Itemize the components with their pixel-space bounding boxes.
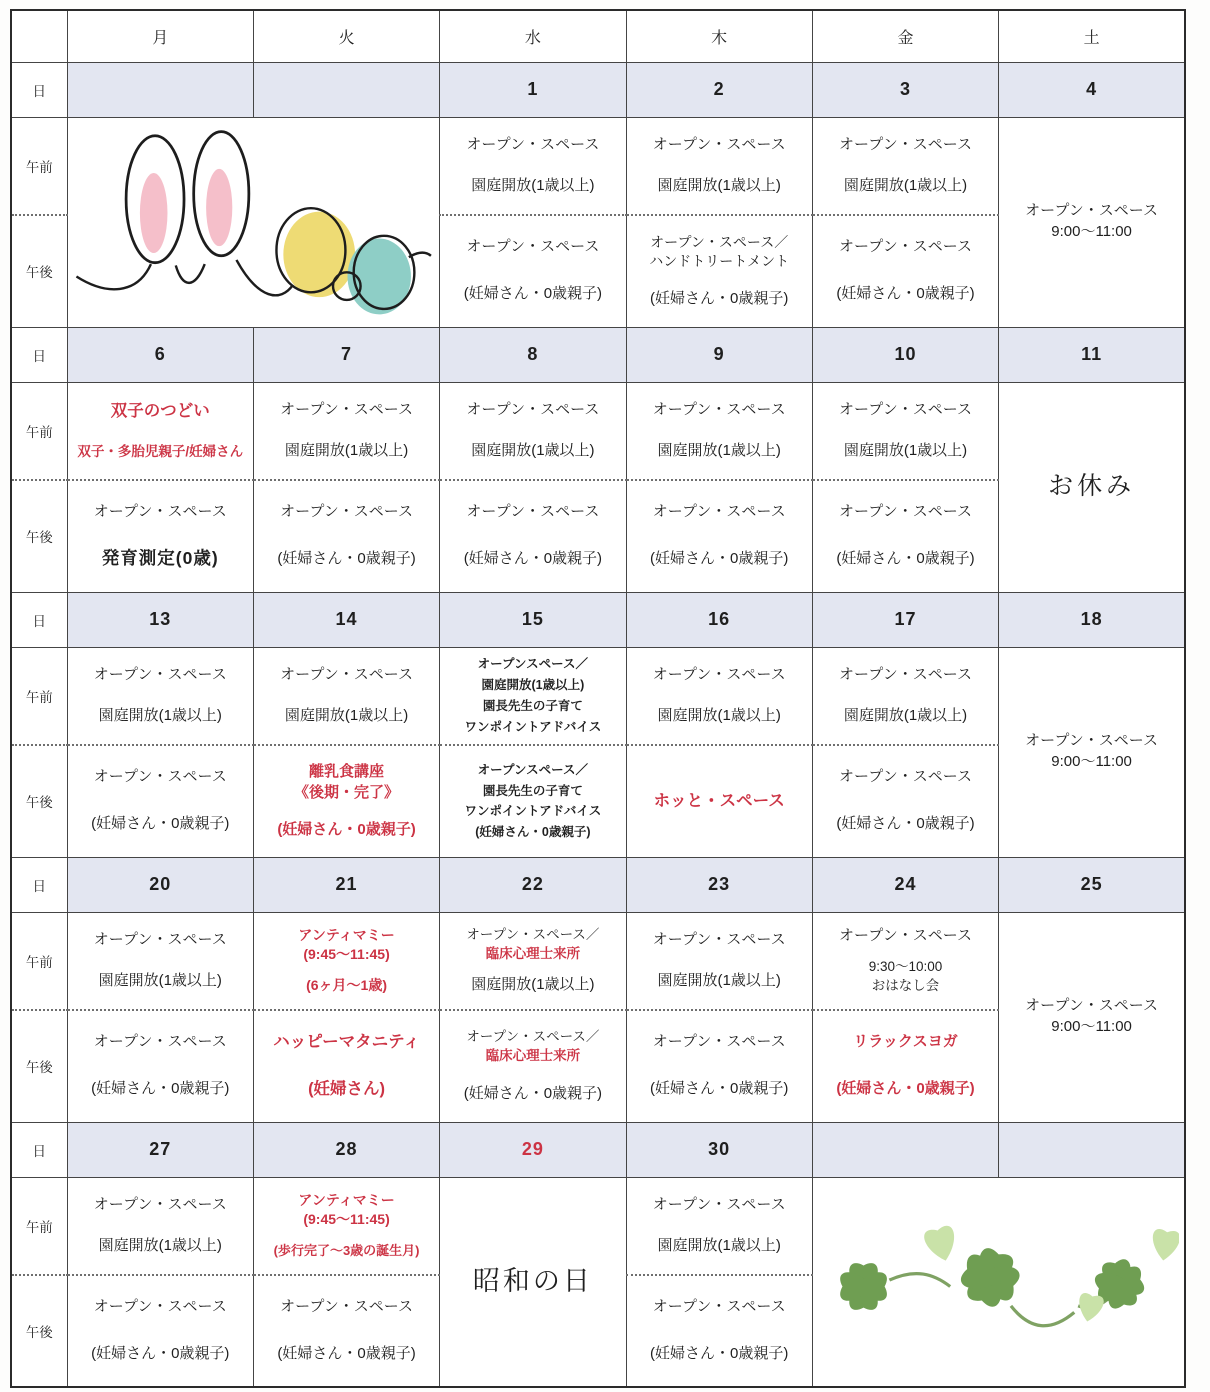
date-cell-holiday: 29 xyxy=(440,1122,626,1177)
cell-apr22-am: オープン・スペース／ 臨床心理士来所 園庭開放(1歳以上) xyxy=(440,912,626,1010)
date-cell: 10 xyxy=(812,327,998,382)
row-label-afternoon: 午後 xyxy=(11,480,67,592)
clover-illustration-cell xyxy=(812,1177,1185,1387)
day-header-sat: 土 xyxy=(999,10,1185,62)
date-cell: 17 xyxy=(812,592,998,647)
cell-apr8-am: オープン・スペース 園庭開放(1歳以上) xyxy=(440,382,626,480)
date-cell: 6 xyxy=(67,327,253,382)
date-cell: 16 xyxy=(626,592,812,647)
row-label-morning: 午前 xyxy=(11,912,67,1010)
cell-apr28-am: アンティマミー (9:45～11:45) (歩行完了～3歳の誕生月) xyxy=(253,1177,439,1275)
cell-apr23-pm: オープン・スペース (妊婦さん・0歳親子) xyxy=(626,1010,812,1122)
cell-apr20-am: オープン・スペース 園庭開放(1歳以上) xyxy=(67,912,253,1010)
day-header-fri: 金 xyxy=(812,10,998,62)
row-label-date: 日 xyxy=(11,62,67,117)
bunny-ears-eggs-illustration xyxy=(73,122,433,322)
cell-apr1-am: オープン・スペース 園庭開放(1歳以上) xyxy=(440,117,626,215)
date-cell: 13 xyxy=(67,592,253,647)
date-cell: 15 xyxy=(440,592,626,647)
cell-apr15-am: オープンスペース／ 園庭開放(1歳以上) 園長先生の子育て ワンポイントアドバイス xyxy=(440,647,626,745)
cell-apr9-pm: オープン・スペース (妊婦さん・0歳親子) xyxy=(626,480,812,592)
cell-apr7-pm: オープン・スペース (妊婦さん・0歳親子) xyxy=(253,480,439,592)
date-cell xyxy=(812,1122,998,1177)
date-cell: 3 xyxy=(812,62,998,117)
week2-morning-row xyxy=(11,382,1185,480)
cell-apr1-pm: オープン・スペース (妊婦さん・0歳親子) xyxy=(440,215,626,327)
cell-apr6-pm: オープン・スペース 発育測定(0歳) xyxy=(67,480,253,592)
date-cell: 14 xyxy=(253,592,439,647)
cell-apr16-am: オープン・スペース 園庭開放(1歳以上) xyxy=(626,647,812,745)
week2-date-row xyxy=(11,327,1185,382)
day-header-mon: 月 xyxy=(67,10,253,62)
week3-morning-row xyxy=(11,647,1185,745)
row-label-morning: 午前 xyxy=(11,1177,67,1275)
date-cell: 20 xyxy=(67,857,253,912)
corner-cell xyxy=(11,10,67,62)
cell-apr6-am: 双子のつどい 双子・多胎児親子/妊婦さん xyxy=(67,382,253,480)
cell-apr13-pm: オープン・スペース (妊婦さん・0歳親子) xyxy=(67,745,253,857)
cell-apr20-pm: オープン・スペース (妊婦さん・0歳親子) xyxy=(67,1010,253,1122)
cell-apr24-pm: リラックスヨガ (妊婦さん・0歳親子) xyxy=(812,1010,998,1122)
date-cell: 2 xyxy=(626,62,812,117)
date-cell: 11 xyxy=(999,327,1185,382)
day-header-thu: 木 xyxy=(626,10,812,62)
cell-apr8-pm: オープン・スペース (妊婦さん・0歳親子) xyxy=(440,480,626,592)
cell-apr10-am: オープン・スペース 園庭開放(1歳以上) xyxy=(812,382,998,480)
date-cell: 21 xyxy=(253,857,439,912)
row-label-date: 日 xyxy=(11,1122,67,1177)
date-cell: 25 xyxy=(999,857,1185,912)
cell-apr14-am: オープン・スペース 園庭開放(1歳以上) xyxy=(253,647,439,745)
cell-apr7-am: オープン・スペース 園庭開放(1歳以上) xyxy=(253,382,439,480)
week4-date-row xyxy=(11,857,1185,912)
date-cell: 22 xyxy=(440,857,626,912)
date-cell: 9 xyxy=(626,327,812,382)
cell-apr25-allday: オープン・スペース 9:00～11:00 xyxy=(999,912,1185,1122)
row-label-afternoon: 午後 xyxy=(11,1010,67,1122)
cell-apr27-pm: オープン・スペース (妊婦さん・0歳親子) xyxy=(67,1275,253,1387)
cell-apr17-am: オープン・スペース 園庭開放(1歳以上) xyxy=(812,647,998,745)
cell-apr3-pm: オープン・スペース (妊婦さん・0歳親子) xyxy=(812,215,998,327)
row-label-date: 日 xyxy=(11,327,67,382)
cell-apr29-holiday: 昭和の日 xyxy=(440,1177,626,1387)
row-label-afternoon: 午後 xyxy=(11,1275,67,1387)
cell-apr10-pm: オープン・スペース (妊婦さん・0歳親子) xyxy=(812,480,998,592)
cell-apr2-pm: オープン・スペース／ ハンドトリートメント (妊婦さん・0歳親子) xyxy=(626,215,812,327)
row-label-morning: 午前 xyxy=(11,647,67,745)
row-label-date: 日 xyxy=(11,592,67,647)
cell-apr24-am: オープン・スペース 9:30～10:00 おはなし会 xyxy=(812,912,998,1010)
cell-apr18-allday: オープン・スペース 9:00～11:00 xyxy=(999,647,1185,857)
cell-apr27-am: オープン・スペース 園庭開放(1歳以上) xyxy=(67,1177,253,1275)
cell-apr15-pm: オープンスペース／ 園長先生の子育て ワンポイントアドバイス (妊婦さん・0歳親子) xyxy=(440,745,626,857)
week3-date-row xyxy=(11,592,1185,647)
cell-apr28-pm: オープン・スペース (妊婦さん・0歳親子) xyxy=(253,1275,439,1387)
date-cell: 23 xyxy=(626,857,812,912)
week5-morning-row xyxy=(11,1177,1185,1275)
cell-apr13-am: オープン・スペース 園庭開放(1歳以上) xyxy=(67,647,253,745)
date-cell: 1 xyxy=(440,62,626,117)
cell-apr21-pm: ハッピーマタニティ (妊婦さん) xyxy=(253,1010,439,1122)
cell-apr9-am: オープン・スペース 園庭開放(1歳以上) xyxy=(626,382,812,480)
date-cell: 4 xyxy=(999,62,1185,117)
row-label-morning: 午前 xyxy=(11,382,67,480)
cell-apr14-pm: 離乳食講座 《後期・完了》 (妊婦さん・0歳親子) xyxy=(253,745,439,857)
cell-apr30-am: オープン・スペース 園庭開放(1歳以上) xyxy=(626,1177,812,1275)
row-label-date: 日 xyxy=(11,857,67,912)
weekday-header-row xyxy=(11,10,1185,62)
date-cell xyxy=(67,62,253,117)
week1-date-row xyxy=(11,62,1185,117)
schedule-calendar xyxy=(10,9,1186,1388)
cell-apr17-pm: オープン・スペース (妊婦さん・0歳親子) xyxy=(812,745,998,857)
cell-apr23-am: オープン・スペース 園庭開放(1歳以上) xyxy=(626,912,812,1010)
date-cell: 24 xyxy=(812,857,998,912)
date-cell: 27 xyxy=(67,1122,253,1177)
week4-morning-row xyxy=(11,912,1185,1010)
row-label-afternoon: 午後 xyxy=(11,215,67,327)
day-header-tue: 火 xyxy=(253,10,439,62)
cell-apr21-am: アンティマミー (9:45～11:45) (6ヶ月～1歳) xyxy=(253,912,439,1010)
date-cell: 30 xyxy=(626,1122,812,1177)
date-cell xyxy=(253,62,439,117)
date-cell xyxy=(999,1122,1185,1177)
date-cell: 28 xyxy=(253,1122,439,1177)
date-cell: 8 xyxy=(440,327,626,382)
easter-illustration-cell xyxy=(67,117,440,327)
row-label-afternoon: 午後 xyxy=(11,745,67,857)
cell-apr16-pm: ホッと・スペース xyxy=(626,745,812,857)
cell-apr22-pm: オープン・スペース／ 臨床心理士来所 (妊婦さん・0歳親子) xyxy=(440,1010,626,1122)
date-cell: 18 xyxy=(999,592,1185,647)
cell-apr30-pm: オープン・スペース (妊婦さん・0歳親子) xyxy=(626,1275,812,1387)
cell-apr3-am: オープン・スペース 園庭開放(1歳以上) xyxy=(812,117,998,215)
cell-apr2-am: オープン・スペース 園庭開放(1歳以上) xyxy=(626,117,812,215)
week5-date-row xyxy=(11,1122,1185,1177)
date-cell: 7 xyxy=(253,327,439,382)
row-label-morning: 午前 xyxy=(11,117,67,215)
cell-apr4-allday: オープン・スペース 9:00～11:00 xyxy=(999,117,1185,327)
day-header-wed: 水 xyxy=(440,10,626,62)
cell-apr11-allday: お休み xyxy=(999,382,1185,592)
clover-illustration xyxy=(817,1183,1179,1381)
week1-morning-row xyxy=(11,117,1185,215)
